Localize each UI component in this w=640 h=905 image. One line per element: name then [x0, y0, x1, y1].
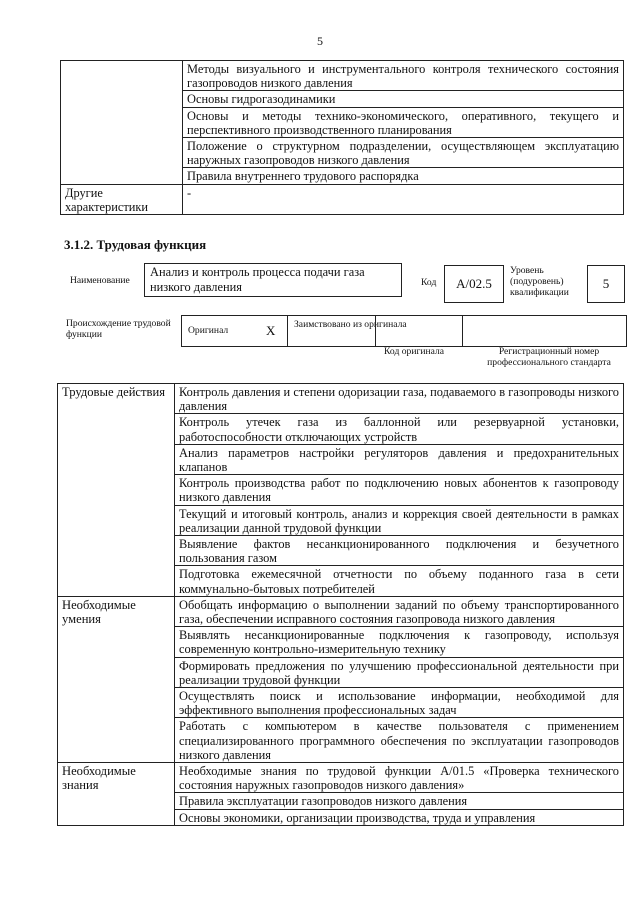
table-row: [61, 184, 624, 214]
table-cell: Основы гидрогазодинамики: [183, 91, 624, 107]
table-cell: Обобщать информацию о выполнении заданий по объему транспортированного газа, обеспечении исправного состояния газопровода низкого давления: [175, 596, 624, 626]
original-label: Оригинал: [188, 325, 229, 336]
table-cell: Осуществлять поиск и использование информации, необходимой для эффективного выполнения профессиональных задач: [175, 688, 624, 718]
registration-number-caption: Регистрационный номер профессионального стандарта: [487, 346, 611, 368]
divider: [287, 316, 288, 346]
table-cell: Подготовка ежемесячной отчетности по объему поданного газа в сети коммунально-бытовых потребителей: [175, 566, 624, 596]
table-cell: Формировать предложения по улучшению профессиональной деятельности при реализации трудовой функции: [175, 657, 624, 687]
table-cell: Выявлять несанкционированные подключения к газопроводу, используя современную контрольно-измерительную технику: [175, 627, 624, 657]
borrowed-label: Заимствовано из оригинала: [294, 319, 407, 330]
table-row: [58, 763, 624, 793]
name-value-box: Анализ и контроль процесса подачи газа низкого давления: [144, 263, 402, 297]
origin-row: [181, 315, 627, 347]
group-label-required-knowledge: Необходимые знания: [58, 763, 175, 826]
qualification-level-box: 5: [587, 265, 625, 303]
row-label-other-characteristics: Другие характеристики: [61, 184, 183, 214]
original-mark: X: [266, 323, 276, 338]
table-cell: Работать с компьютером в качестве пользователя с применением специализированного программного обеспечения по эксплуатации газопроводов низкого давления: [175, 718, 624, 763]
table-row: [58, 596, 624, 626]
table-cell: Необходимые знания по трудовой функции А/01.5 «Проверка технического состояния наружных газопроводов низкого давления»: [175, 763, 624, 793]
top-knowledge-table: [60, 60, 624, 215]
qualification-level-label: Уровень (подуровень) квалификации: [510, 265, 569, 298]
code-original-caption: Код оригинала: [384, 346, 445, 357]
table-cell: Текущий и итоговый контроль, анализ и коррекция своей деятельности в рамках реализации данной трудовой функции: [175, 505, 624, 535]
code-value-box: А/02.5: [444, 265, 504, 303]
table-row: [61, 61, 624, 91]
code-label: Код: [421, 277, 437, 288]
labor-function-table: [57, 383, 624, 826]
page-number: 5: [317, 34, 323, 48]
table-cell: Контроль давления и степени одоризации газа, подаваемого в газопроводы низкого давления: [175, 384, 624, 414]
divider: [375, 316, 376, 346]
table-cell: Основы и методы технико-экономического, оперативного, текущего и перспективного производственного планирования: [183, 107, 624, 137]
table-cell: Выявление фактов несанкционированного подключения и безучетного пользования газом: [175, 536, 624, 566]
table-cell: Основы экономики, организации производства, труда и управления: [175, 809, 624, 825]
table-cell: Методы визуального и инструментального контроля технического состояния газопроводов низкого давления: [183, 61, 624, 91]
section-heading: 3.1.2. Трудовая функция: [64, 237, 207, 252]
row-label: [61, 61, 183, 185]
table-cell: Анализ параметров настройки регуляторов давления и предохранительных клапанов: [175, 444, 624, 474]
table-cell: Контроль утечек газа из баллонной или резервуарной установки, работоспособности отключающих устройств: [175, 414, 624, 444]
table-cell: Контроль производства работ по подключению новых абонентов к газопроводу низкого давления: [175, 475, 624, 505]
table-cell: Правила эксплуатации газопроводов низкого давления: [175, 793, 624, 809]
group-label-required-skills: Необходимые умения: [58, 596, 175, 762]
table-row: [58, 384, 624, 414]
table-cell: Правила внутреннего трудового распорядка: [183, 168, 624, 184]
origin-label: Происхождение трудовой функции: [66, 318, 171, 340]
name-label: Наименование: [70, 275, 130, 286]
group-label-labor-actions: Трудовые действия: [58, 384, 175, 597]
table-cell: Положение о структурном подразделении, осуществляющем эксплуатацию наружных газопроводов низкого давления: [183, 138, 624, 168]
table-cell: -: [183, 184, 624, 214]
divider: [462, 316, 463, 346]
